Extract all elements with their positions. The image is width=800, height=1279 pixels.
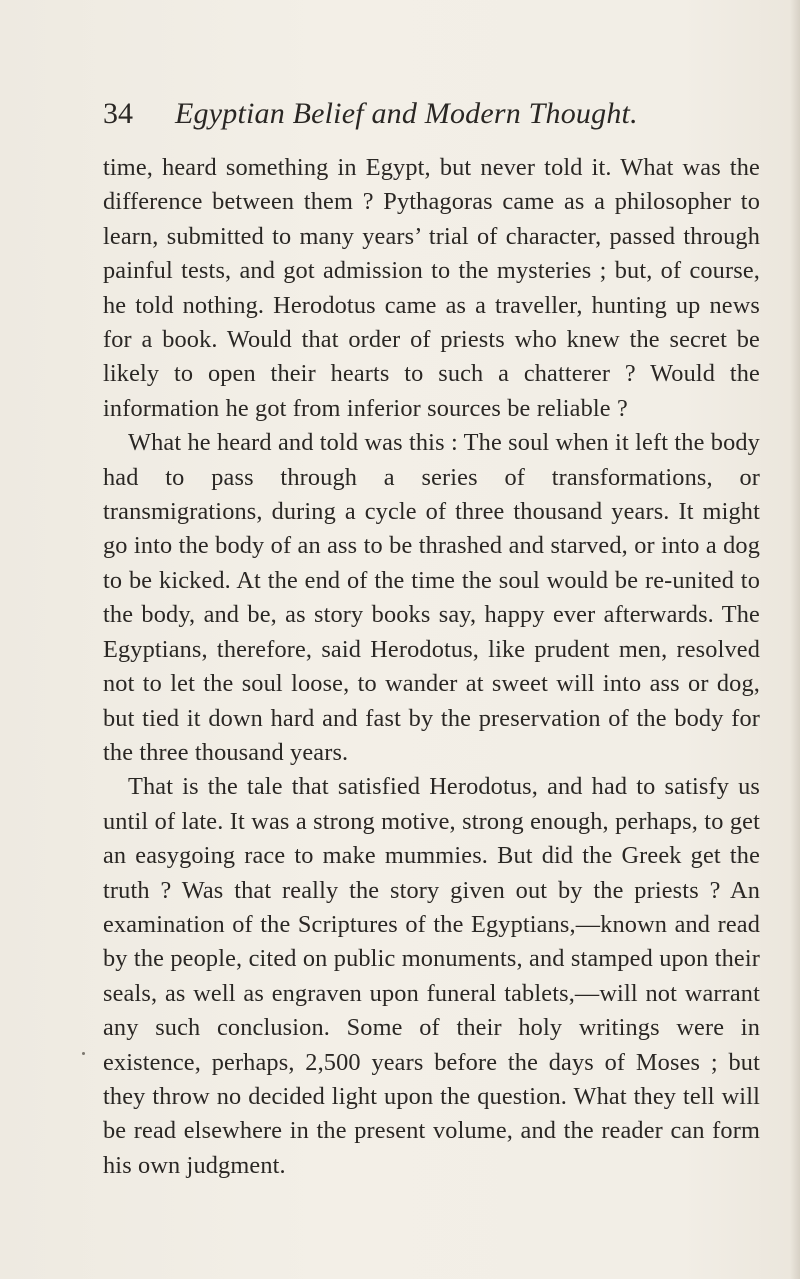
paragraph-continued: time, heard something in Egypt, but never told it. What was the difference between them ? Pythagoras came as a philosopher to learn, submitted to many years’ trial of character, passed through painful tests, and got admission to the mysteries ; but, of course, he told nothing. Herodotus came as a traveller, hunting up news for a book. Would that order of priests who knew the secret be likely to open their hearts to such a chatterer ? Would the information he got from inferior sources be reliable ? <box>103 154 760 422</box>
page-edge-shadow <box>790 0 800 1279</box>
paragraph: That is the tale that satisfied Herodotus, and had to satisfy us until of late. It was a strong motive, strong enough, perhaps, to get an easygoing race to make mummies. But did the Greek get the truth ? Was that really the story given out by the priests ? An examination of the Scriptures of the Egyptians,—known and read by the people, cited on public monuments, and stamped upon their seals, as well as engraven upon funeral tablets,—will not warrant any such conclusion. Some of their holy writings were in existence, perhaps, 2,500 years before the days of Moses ; but they throw no decided light upon the question. What they tell will be read elsewhere in the present volume, and the reader can form his own judgment. <box>103 773 760 1179</box>
page-number: 34 <box>103 97 133 130</box>
running-header <box>103 92 703 136</box>
running-title: Egyptian Belief and Modern Thought. <box>175 97 638 130</box>
body-text <box>103 151 760 1183</box>
paper-speck <box>82 1052 85 1055</box>
paragraph: What he heard and told was this : The soul when it left the body had to pass through a series of transformations, or transmigrations, during a cycle of three thousand years. It might go into the body of an ass to be thrashed and starved, or into a dog to be kicked. At the end of the time the soul would be re-united to the body, and be, as story books say, happy ever afterwards. The Egyptians, therefore, said Herodotus, like prudent men, resolved not to let the soul loose, to wander at sweet will into ass or dog, but tied it down hard and fast by the preservation of the body for the three thousand years. <box>103 429 760 766</box>
